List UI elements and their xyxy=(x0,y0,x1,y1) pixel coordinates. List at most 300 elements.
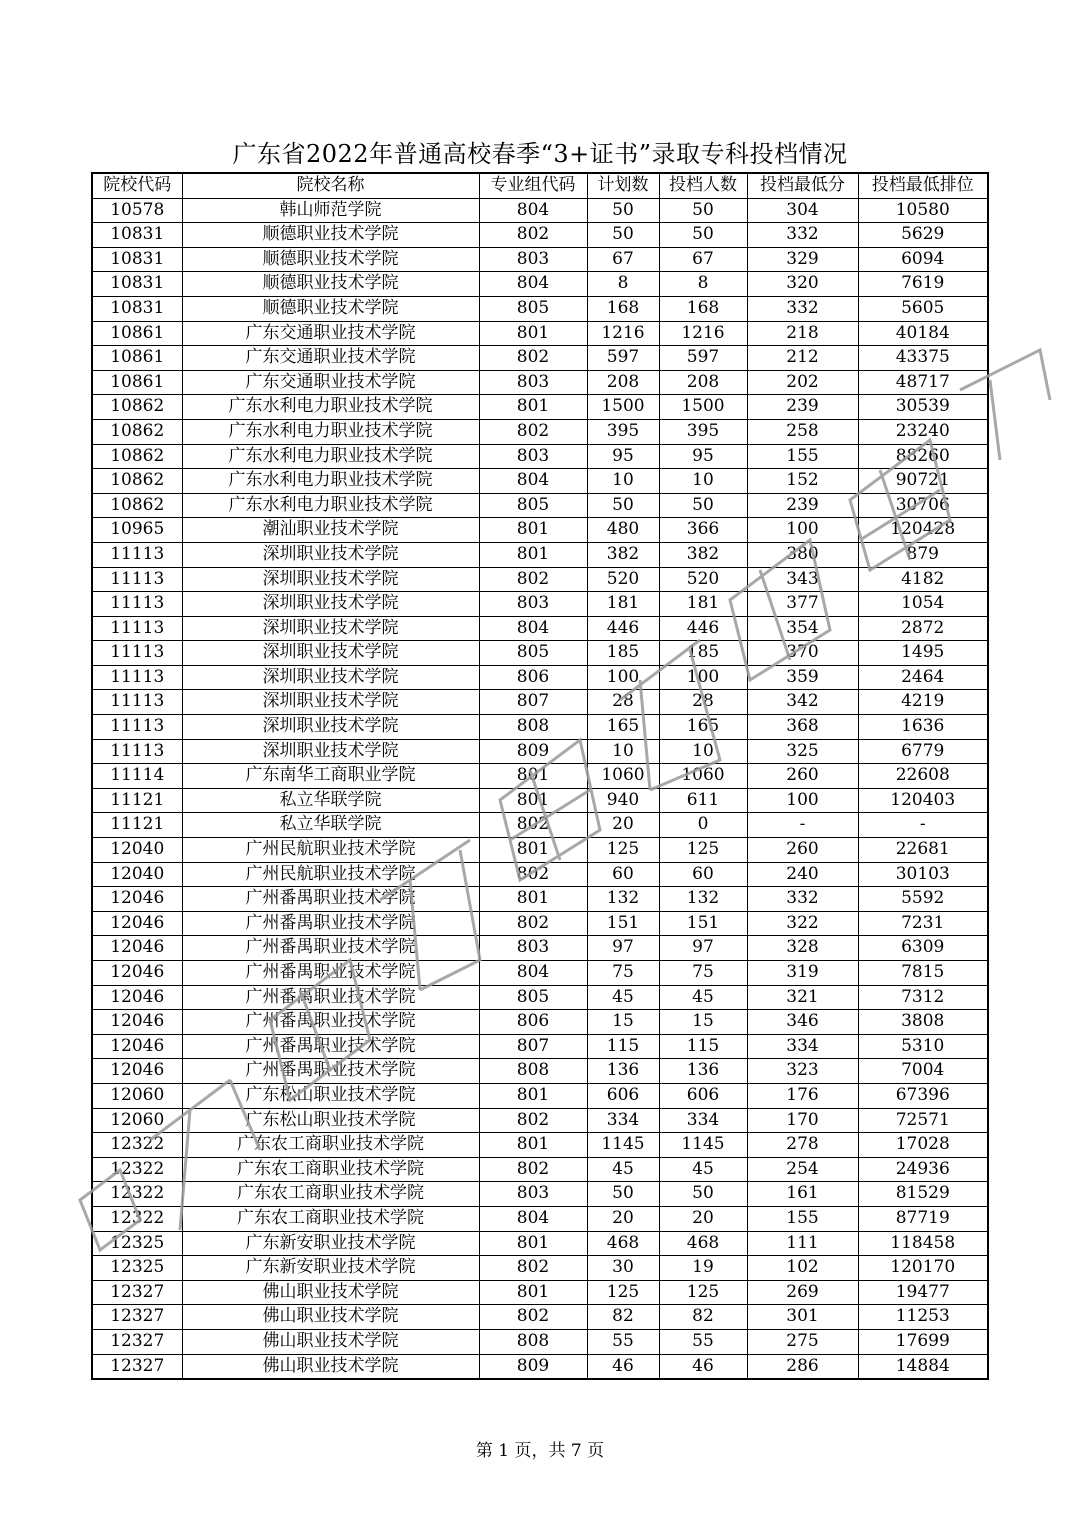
table-cell: 广州番禺职业技术学院 xyxy=(182,961,479,986)
table-cell: 278 xyxy=(747,1133,858,1158)
table-row xyxy=(92,862,988,887)
table-cell: 118458 xyxy=(858,1231,988,1256)
table-cell: 广东交通职业技术学院 xyxy=(182,321,479,346)
table-cell: 301 xyxy=(747,1305,858,1330)
table-cell: 11113 xyxy=(92,641,182,666)
table-cell: 私立华联学院 xyxy=(182,813,479,838)
table-cell: 170 xyxy=(747,1108,858,1133)
table-cell: 802 xyxy=(479,223,587,248)
table-cell: 395 xyxy=(659,419,747,444)
table-row xyxy=(92,567,988,592)
table-cell: 广州番禺职业技术学院 xyxy=(182,985,479,1010)
table-cell: 801 xyxy=(479,542,587,567)
table-cell: 广东水利电力职业技术学院 xyxy=(182,395,479,420)
table-cell: 7231 xyxy=(858,911,988,936)
table-cell: 韩山师范学院 xyxy=(182,198,479,223)
table-cell: 8 xyxy=(587,272,659,297)
table-row xyxy=(92,198,988,223)
table-cell: 佛山职业技术学院 xyxy=(182,1329,479,1354)
table-cell: 11113 xyxy=(92,665,182,690)
table-cell: 606 xyxy=(587,1083,659,1108)
table-cell: 私立华联学院 xyxy=(182,788,479,813)
table-cell: 10 xyxy=(587,739,659,764)
table-cell: 185 xyxy=(587,641,659,666)
table-cell: 10862 xyxy=(92,419,182,444)
table-cell: 40184 xyxy=(858,321,988,346)
table-cell: 17699 xyxy=(858,1329,988,1354)
table-cell: 11113 xyxy=(92,739,182,764)
table-cell: 广东农工商职业技术学院 xyxy=(182,1133,479,1158)
table-cell: 125 xyxy=(659,838,747,863)
table-row xyxy=(92,1256,988,1281)
table-cell: 10862 xyxy=(92,469,182,494)
table-cell: 11113 xyxy=(92,592,182,617)
table-cell: 382 xyxy=(587,542,659,567)
table-cell: 805 xyxy=(479,985,587,1010)
table-row xyxy=(92,518,988,543)
table-cell: 12060 xyxy=(92,1083,182,1108)
table-cell: 广州番禺职业技术学院 xyxy=(182,1034,479,1059)
table-cell: 广州番禺职业技术学院 xyxy=(182,1059,479,1084)
table-cell: 深圳职业技术学院 xyxy=(182,641,479,666)
table-cell: 12322 xyxy=(92,1133,182,1158)
table-cell: 6779 xyxy=(858,739,988,764)
table-cell: 深圳职业技术学院 xyxy=(182,715,479,740)
table-cell: 5629 xyxy=(858,223,988,248)
table-cell: 202 xyxy=(747,370,858,395)
table-cell: 48717 xyxy=(858,370,988,395)
table-row xyxy=(92,1206,988,1231)
column-header: 投档人数 xyxy=(659,173,747,198)
table-cell: 468 xyxy=(587,1231,659,1256)
table-cell: - xyxy=(747,813,858,838)
table-cell: 12060 xyxy=(92,1108,182,1133)
table-cell: 181 xyxy=(587,592,659,617)
table-cell: 46 xyxy=(587,1354,659,1379)
table-cell: 597 xyxy=(587,346,659,371)
table-cell: 12322 xyxy=(92,1182,182,1207)
table-row xyxy=(92,690,988,715)
table-cell: 802 xyxy=(479,1108,587,1133)
table-cell: 4182 xyxy=(858,567,988,592)
table-cell: 11121 xyxy=(92,788,182,813)
table-cell: 81529 xyxy=(858,1182,988,1207)
table-cell: 801 xyxy=(479,395,587,420)
table-cell: 803 xyxy=(479,370,587,395)
table-cell: 520 xyxy=(659,567,747,592)
table-cell: 940 xyxy=(587,788,659,813)
table-cell: 10862 xyxy=(92,395,182,420)
table-cell: 803 xyxy=(479,247,587,272)
table-cell: 广东农工商职业技术学院 xyxy=(182,1157,479,1182)
table-cell: 377 xyxy=(747,592,858,617)
table-cell: 809 xyxy=(479,1354,587,1379)
table-row xyxy=(92,1010,988,1035)
table-cell: 323 xyxy=(747,1059,858,1084)
table-row xyxy=(92,788,988,813)
table-row xyxy=(92,346,988,371)
table-cell: 366 xyxy=(659,518,747,543)
table-cell: 801 xyxy=(479,788,587,813)
table-cell: 320 xyxy=(747,272,858,297)
table-row xyxy=(92,1157,988,1182)
table-cell: 802 xyxy=(479,1256,587,1281)
table-cell: 7004 xyxy=(858,1059,988,1084)
table-cell: 深圳职业技术学院 xyxy=(182,542,479,567)
table-cell: 803 xyxy=(479,1182,587,1207)
table-cell: 顺德职业技术学院 xyxy=(182,272,479,297)
table-cell: 269 xyxy=(747,1280,858,1305)
table-cell: 801 xyxy=(479,321,587,346)
table-cell: 1060 xyxy=(587,764,659,789)
table-cell: 151 xyxy=(659,911,747,936)
table-cell: 67 xyxy=(587,247,659,272)
table-row xyxy=(92,641,988,666)
page-footer: 第 1 页，共 7 页 xyxy=(475,1441,605,1461)
table-cell: 10578 xyxy=(92,198,182,223)
table-cell: 23240 xyxy=(858,419,988,444)
table-cell: 801 xyxy=(479,1133,587,1158)
table-cell: 深圳职业技术学院 xyxy=(182,690,479,715)
table-cell: 446 xyxy=(587,616,659,641)
table-cell: 260 xyxy=(747,764,858,789)
table-cell: 181 xyxy=(659,592,747,617)
table-cell: 50 xyxy=(659,1182,747,1207)
table-cell: 804 xyxy=(479,469,587,494)
table-cell: 5605 xyxy=(858,296,988,321)
table-cell: 342 xyxy=(747,690,858,715)
table-cell: 24936 xyxy=(858,1157,988,1182)
table-cell: 240 xyxy=(747,862,858,887)
table-cell: 2464 xyxy=(858,665,988,690)
table-cell: 802 xyxy=(479,911,587,936)
table-cell: 50 xyxy=(587,198,659,223)
table-row xyxy=(92,1329,988,1354)
page-title: 广东省2022年普通高校春季“3+证书”录取专科投档情况 xyxy=(232,140,848,168)
table-cell: 10831 xyxy=(92,247,182,272)
table-cell: 顺德职业技术学院 xyxy=(182,223,479,248)
table-cell: 12327 xyxy=(92,1354,182,1379)
table-cell: 30103 xyxy=(858,862,988,887)
table-cell: 136 xyxy=(659,1059,747,1084)
table-cell: 520 xyxy=(587,567,659,592)
table-cell: 102 xyxy=(747,1256,858,1281)
table-cell: 132 xyxy=(587,887,659,912)
table-cell: 11113 xyxy=(92,567,182,592)
table-cell: 7815 xyxy=(858,961,988,986)
table-cell: 802 xyxy=(479,1157,587,1182)
table-cell: 115 xyxy=(659,1034,747,1059)
table-cell: 广东农工商职业技术学院 xyxy=(182,1206,479,1231)
table-cell: 11253 xyxy=(858,1305,988,1330)
table-cell: 1216 xyxy=(587,321,659,346)
table-cell: 17028 xyxy=(858,1133,988,1158)
table-cell: 382 xyxy=(659,542,747,567)
table-cell: 82 xyxy=(587,1305,659,1330)
table-cell: 132 xyxy=(659,887,747,912)
table-cell: 804 xyxy=(479,961,587,986)
table-cell: 5310 xyxy=(858,1034,988,1059)
table-cell: 6309 xyxy=(858,936,988,961)
table-cell: 1145 xyxy=(587,1133,659,1158)
table-cell: 185 xyxy=(659,641,747,666)
table-cell: 12322 xyxy=(92,1206,182,1231)
table-cell: 15 xyxy=(587,1010,659,1035)
table-cell: 95 xyxy=(659,444,747,469)
table-cell: 155 xyxy=(747,1206,858,1231)
table-cell: 50 xyxy=(587,1182,659,1207)
table-cell: 12046 xyxy=(92,887,182,912)
table-cell: 广东农工商职业技术学院 xyxy=(182,1182,479,1207)
column-header: 专业组代码 xyxy=(479,173,587,198)
table-row xyxy=(92,469,988,494)
table-cell: 804 xyxy=(479,272,587,297)
table-row xyxy=(92,985,988,1010)
table-cell: 805 xyxy=(479,493,587,518)
table-cell: 218 xyxy=(747,321,858,346)
table-cell: 808 xyxy=(479,1329,587,1354)
table-row xyxy=(92,936,988,961)
table-cell: 深圳职业技术学院 xyxy=(182,592,479,617)
table-row xyxy=(92,1133,988,1158)
column-header: 院校名称 xyxy=(182,173,479,198)
table-cell: 深圳职业技术学院 xyxy=(182,665,479,690)
table-cell: 176 xyxy=(747,1083,858,1108)
table-cell: 广州番禺职业技术学院 xyxy=(182,911,479,936)
table-cell: 深圳职业技术学院 xyxy=(182,739,479,764)
table-cell: 801 xyxy=(479,887,587,912)
table-cell: 55 xyxy=(659,1329,747,1354)
table-cell: 20 xyxy=(587,1206,659,1231)
table-cell: 100 xyxy=(747,788,858,813)
table-cell: 11114 xyxy=(92,764,182,789)
table-row xyxy=(92,1280,988,1305)
table-cell: 43375 xyxy=(858,346,988,371)
table-cell: 广州番禺职业技术学院 xyxy=(182,936,479,961)
table-cell: 807 xyxy=(479,690,587,715)
table-cell: 广东交通职业技术学院 xyxy=(182,370,479,395)
table-cell: 368 xyxy=(747,715,858,740)
table-row xyxy=(92,764,988,789)
table-cell: 90721 xyxy=(858,469,988,494)
table-cell: 380 xyxy=(747,542,858,567)
table-cell: 354 xyxy=(747,616,858,641)
table-cell: 12046 xyxy=(92,961,182,986)
table-cell: 100 xyxy=(659,665,747,690)
table-cell: 808 xyxy=(479,715,587,740)
table-cell: 广东松山职业技术学院 xyxy=(182,1083,479,1108)
table-cell: 100 xyxy=(747,518,858,543)
column-header: 投档最低分 xyxy=(747,173,858,198)
table-cell: 广东水利电力职业技术学院 xyxy=(182,419,479,444)
table-cell: 151 xyxy=(587,911,659,936)
table-cell: 22681 xyxy=(858,838,988,863)
table-row xyxy=(92,1305,988,1330)
table-cell: 72571 xyxy=(858,1108,988,1133)
table-row xyxy=(92,665,988,690)
table-cell: 97 xyxy=(587,936,659,961)
table-cell: 152 xyxy=(747,469,858,494)
table-cell: 5592 xyxy=(858,887,988,912)
table-header xyxy=(92,173,988,198)
table-cell: 343 xyxy=(747,567,858,592)
table-cell: 801 xyxy=(479,1083,587,1108)
table-cell: 468 xyxy=(659,1231,747,1256)
table-body xyxy=(92,198,988,1379)
table-row xyxy=(92,838,988,863)
table-cell: 155 xyxy=(747,444,858,469)
table-row xyxy=(92,272,988,297)
table-cell: 8 xyxy=(659,272,747,297)
table-cell: 332 xyxy=(747,296,858,321)
table-cell: 广州民航职业技术学院 xyxy=(182,838,479,863)
column-header: 院校代码 xyxy=(92,173,182,198)
table-cell: 803 xyxy=(479,592,587,617)
table-cell: 佛山职业技术学院 xyxy=(182,1354,479,1379)
table-cell: 12046 xyxy=(92,1059,182,1084)
table-cell: 12327 xyxy=(92,1329,182,1354)
table-cell: 805 xyxy=(479,296,587,321)
table-cell: 60 xyxy=(659,862,747,887)
table-cell: 334 xyxy=(659,1108,747,1133)
table-cell: 10831 xyxy=(92,296,182,321)
table-row xyxy=(92,395,988,420)
table-row xyxy=(92,1182,988,1207)
table-cell: 165 xyxy=(659,715,747,740)
table-cell: 10862 xyxy=(92,493,182,518)
table-cell: 顺德职业技术学院 xyxy=(182,247,479,272)
table-cell: 广东水利电力职业技术学院 xyxy=(182,444,479,469)
table-cell: 258 xyxy=(747,419,858,444)
table-cell: 45 xyxy=(659,985,747,1010)
table-cell: 802 xyxy=(479,1305,587,1330)
table-cell: 286 xyxy=(747,1354,858,1379)
table-cell: 95 xyxy=(587,444,659,469)
table-cell: 75 xyxy=(659,961,747,986)
table-cell: 深圳职业技术学院 xyxy=(182,616,479,641)
table-cell: 136 xyxy=(587,1059,659,1084)
table-cell: 1636 xyxy=(858,715,988,740)
table-cell: 广州民航职业技术学院 xyxy=(182,862,479,887)
table-cell: 广东南华工商职业学院 xyxy=(182,764,479,789)
table-cell: 10 xyxy=(659,739,747,764)
table-cell: 潮汕职业技术学院 xyxy=(182,518,479,543)
table-cell: 321 xyxy=(747,985,858,1010)
table-cell: 30539 xyxy=(858,395,988,420)
table-cell: 19 xyxy=(659,1256,747,1281)
table-cell: 806 xyxy=(479,665,587,690)
table-cell: 100 xyxy=(587,665,659,690)
table-cell: 11113 xyxy=(92,542,182,567)
table-cell: 120403 xyxy=(858,788,988,813)
table-cell: 广东新安职业技术学院 xyxy=(182,1231,479,1256)
table-cell: 1216 xyxy=(659,321,747,346)
table-cell: 802 xyxy=(479,567,587,592)
table-row xyxy=(92,739,988,764)
table-cell: 239 xyxy=(747,395,858,420)
table-cell: 12046 xyxy=(92,911,182,936)
table-cell: 805 xyxy=(479,641,587,666)
table-cell: 12040 xyxy=(92,862,182,887)
table-cell: 10580 xyxy=(858,198,988,223)
table-cell: 28 xyxy=(659,690,747,715)
table-cell: 165 xyxy=(587,715,659,740)
table-cell: 208 xyxy=(587,370,659,395)
table-cell: 115 xyxy=(587,1034,659,1059)
table-cell: 15 xyxy=(659,1010,747,1035)
table-cell: 50 xyxy=(587,223,659,248)
table-cell: 334 xyxy=(747,1034,858,1059)
table-cell: 10831 xyxy=(92,223,182,248)
table-cell: 111 xyxy=(747,1231,858,1256)
table-row xyxy=(92,321,988,346)
table-row xyxy=(92,1034,988,1059)
table-cell: 809 xyxy=(479,739,587,764)
table-cell: 30706 xyxy=(858,493,988,518)
table-cell: 10831 xyxy=(92,272,182,297)
table-cell: 304 xyxy=(747,198,858,223)
table-row xyxy=(92,715,988,740)
table-row xyxy=(92,961,988,986)
table-cell: 12325 xyxy=(92,1231,182,1256)
table-cell: 14884 xyxy=(858,1354,988,1379)
table-cell: 11113 xyxy=(92,715,182,740)
table-cell: 20 xyxy=(587,813,659,838)
table-cell: 359 xyxy=(747,665,858,690)
table-cell: 328 xyxy=(747,936,858,961)
table-cell: 804 xyxy=(479,616,587,641)
table-cell: 广东水利电力职业技术学院 xyxy=(182,469,479,494)
table-cell: 10861 xyxy=(92,346,182,371)
table-cell: 806 xyxy=(479,1010,587,1035)
table-row xyxy=(92,911,988,936)
column-header: 计划数 xyxy=(587,173,659,198)
table-cell: 67396 xyxy=(858,1083,988,1108)
table-cell: 370 xyxy=(747,641,858,666)
table-cell: 804 xyxy=(479,198,587,223)
table-cell: 807 xyxy=(479,1034,587,1059)
table-cell: 597 xyxy=(659,346,747,371)
table-cell: 325 xyxy=(747,739,858,764)
table-cell: 10861 xyxy=(92,370,182,395)
table-cell: 446 xyxy=(659,616,747,641)
table-row xyxy=(92,1059,988,1084)
table-cell: 208 xyxy=(659,370,747,395)
table-cell: 275 xyxy=(747,1329,858,1354)
table-cell: 45 xyxy=(659,1157,747,1182)
table-cell: - xyxy=(858,813,988,838)
table-cell: 802 xyxy=(479,419,587,444)
table-cell: 329 xyxy=(747,247,858,272)
table-cell: 10862 xyxy=(92,444,182,469)
table-cell: 12325 xyxy=(92,1256,182,1281)
table-cell: 212 xyxy=(747,346,858,371)
table-cell: 12046 xyxy=(92,1010,182,1035)
table-cell: 广州番禺职业技术学院 xyxy=(182,887,479,912)
table-cell: 佛山职业技术学院 xyxy=(182,1305,479,1330)
table-cell: 334 xyxy=(587,1108,659,1133)
table-cell: 802 xyxy=(479,813,587,838)
table-cell: 1145 xyxy=(659,1133,747,1158)
table-row xyxy=(92,1354,988,1379)
table-cell: 332 xyxy=(747,887,858,912)
table-row xyxy=(92,419,988,444)
table-cell: 97 xyxy=(659,936,747,961)
table-cell: 319 xyxy=(747,961,858,986)
table-cell: 10861 xyxy=(92,321,182,346)
table-cell: 45 xyxy=(587,1157,659,1182)
table-cell: 11121 xyxy=(92,813,182,838)
